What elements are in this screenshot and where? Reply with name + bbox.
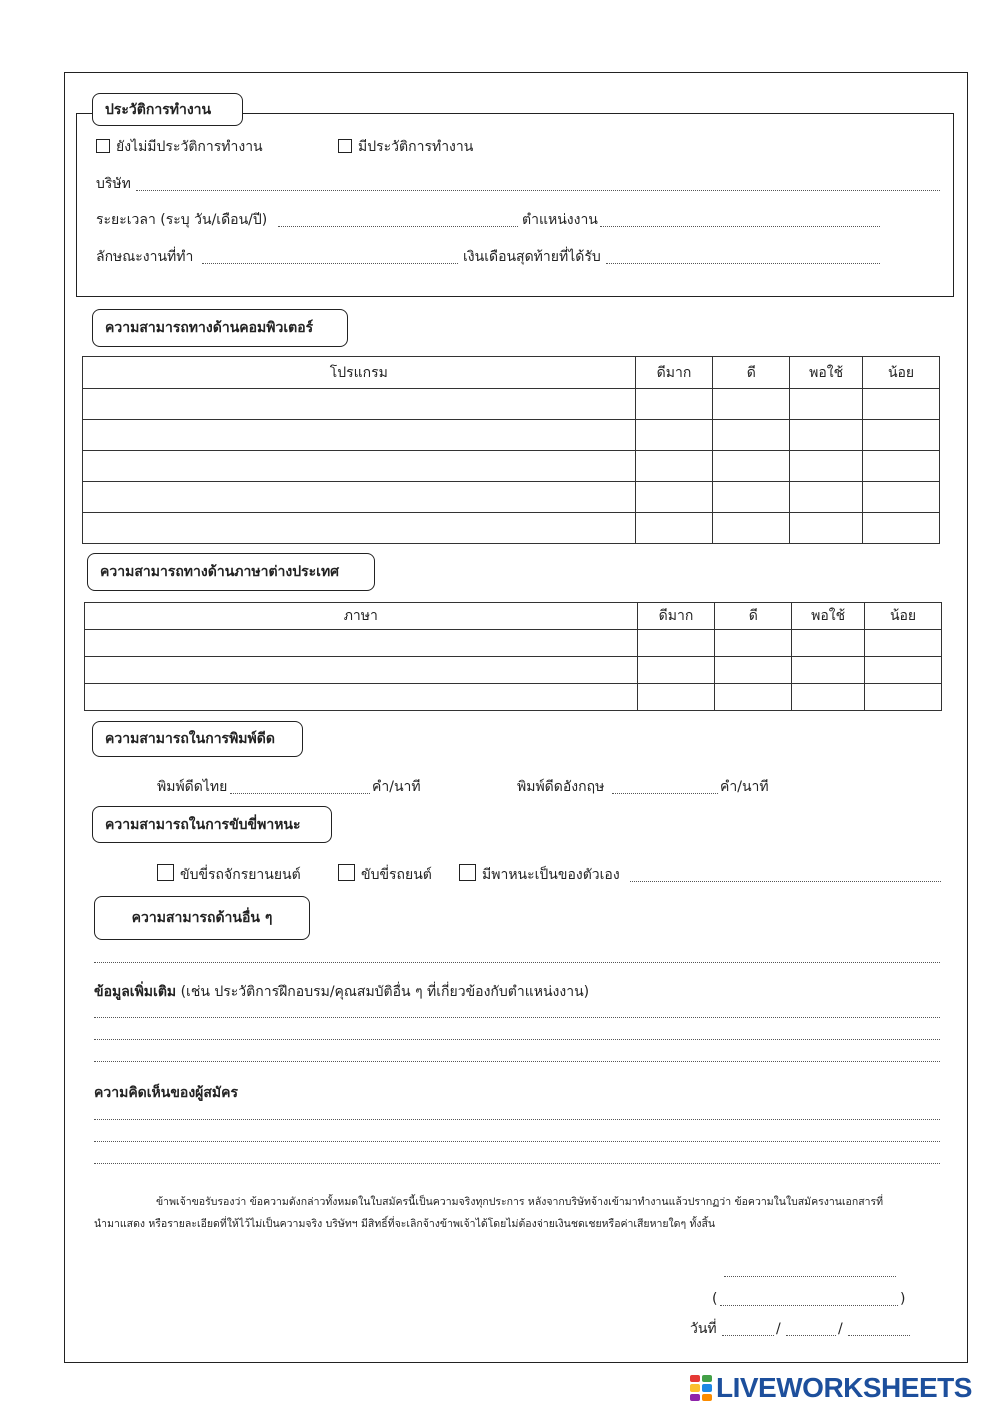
- opinion-title: ความคิดเห็นของผู้สมัคร: [94, 1085, 239, 1101]
- typing-thai-label: พิมพ์ดีดไทย: [157, 779, 228, 795]
- language-header-language: ภาษา: [85, 603, 638, 630]
- table-cell[interactable]: [863, 513, 940, 544]
- table-cell[interactable]: [715, 630, 792, 657]
- job-type-label: ลักษณะงานที่ทำ: [96, 249, 194, 265]
- date-month-field[interactable]: [786, 1335, 836, 1336]
- table-cell[interactable]: [83, 420, 636, 451]
- table-cell[interactable]: [713, 513, 790, 544]
- date-slash-2: /: [838, 1321, 843, 1337]
- period-label: ระยะเวลา (ระบุ วัน/เดือน/ปี): [96, 212, 268, 228]
- car-checkbox[interactable]: [338, 864, 355, 881]
- table-cell[interactable]: [635, 420, 713, 451]
- additional-info-line-1[interactable]: [94, 1017, 940, 1018]
- table-cell[interactable]: [865, 630, 942, 657]
- table-cell[interactable]: [792, 684, 865, 711]
- table-cell[interactable]: [637, 657, 715, 684]
- liveworksheets-icon: [690, 1375, 712, 1401]
- computer-header-program: โปรแกรม: [83, 357, 636, 389]
- computer-title: ความสามารถทางด้านคอมพิวเตอร์: [92, 309, 348, 347]
- typing-eng-unit: คำ/นาที: [720, 779, 769, 795]
- table-row: [83, 482, 940, 513]
- computer-header-poor: น้อย: [863, 357, 940, 389]
- table-cell[interactable]: [635, 482, 713, 513]
- typing-eng-label: พิมพ์ดีดอังกฤษ: [517, 779, 605, 795]
- table-cell[interactable]: [865, 684, 942, 711]
- typing-thai-unit: คำ/นาที: [372, 779, 421, 795]
- table-cell[interactable]: [715, 684, 792, 711]
- table-row: [85, 684, 942, 711]
- date-label: วันที่: [690, 1321, 717, 1337]
- typing-title: ความสามารถในการพิมพ์ดีด: [92, 721, 303, 757]
- computer-header-fair: พอใช้: [790, 357, 863, 389]
- additional-info-title: ข้อมูลเพิ่มเติม: [94, 984, 177, 1000]
- liveworksheets-wordmark: LIVEWORKSHEETS: [716, 1372, 972, 1403]
- language-header-excellent: ดีมาก: [637, 603, 715, 630]
- table-cell[interactable]: [83, 451, 636, 482]
- table-cell[interactable]: [83, 389, 636, 420]
- other-skills-title: ความสามารถด้านอื่น ๆ: [94, 896, 310, 940]
- table-row: [83, 451, 940, 482]
- own-vehicle-checkbox[interactable]: [459, 864, 476, 881]
- position-label: ตำแหน่งงาน: [522, 212, 598, 228]
- table-cell[interactable]: [715, 657, 792, 684]
- opinion-line-1[interactable]: [94, 1119, 940, 1120]
- language-title: ความสามารถทางด้านภาษาต่างประเทศ: [87, 553, 375, 591]
- own-vehicle-option[interactable]: มีพาหนะเป็นของตัวเอง: [459, 864, 620, 884]
- table-cell[interactable]: [863, 451, 940, 482]
- opinion-line-2[interactable]: [94, 1141, 940, 1142]
- table-cell[interactable]: [637, 630, 715, 657]
- signature-close-paren: ): [900, 1291, 906, 1307]
- table-cell[interactable]: [863, 482, 940, 513]
- language-header-fair: พอใช้: [792, 603, 865, 630]
- language-table: [84, 602, 942, 711]
- table-cell[interactable]: [635, 389, 713, 420]
- liveworksheets-logo: [690, 1372, 972, 1404]
- table-cell[interactable]: [635, 451, 713, 482]
- table-cell[interactable]: [85, 630, 638, 657]
- no-history-option[interactable]: ยังไม่มีประวัติการทำงาน: [96, 138, 263, 156]
- table-cell[interactable]: [790, 482, 863, 513]
- typing-thai-field[interactable]: [230, 793, 370, 794]
- motorcycle-checkbox[interactable]: [157, 864, 174, 881]
- has-history-checkbox[interactable]: [338, 139, 352, 153]
- table-cell[interactable]: [713, 482, 790, 513]
- company-label: บริษัท: [96, 176, 131, 192]
- table-cell[interactable]: [790, 451, 863, 482]
- table-cell[interactable]: [790, 420, 863, 451]
- table-cell[interactable]: [713, 420, 790, 451]
- work-history-title: ประวัติการทำงาน: [92, 93, 243, 126]
- additional-info-heading: [94, 983, 589, 1001]
- signature-line[interactable]: [724, 1276, 896, 1277]
- table-cell[interactable]: [713, 389, 790, 420]
- language-header-poor: น้อย: [865, 603, 942, 630]
- other-skills-field[interactable]: [94, 962, 940, 963]
- motorcycle-option[interactable]: ขับขี่รถจักรยานยนต์: [157, 864, 301, 884]
- table-cell[interactable]: [83, 482, 636, 513]
- has-history-option[interactable]: มีประวัติการทำงาน: [338, 138, 473, 156]
- table-cell[interactable]: [865, 657, 942, 684]
- job-type-field[interactable]: [202, 263, 458, 264]
- table-cell[interactable]: [637, 684, 715, 711]
- table-cell[interactable]: [863, 420, 940, 451]
- last-salary-field[interactable]: [606, 263, 880, 264]
- table-row: [83, 513, 940, 544]
- no-history-checkbox[interactable]: [96, 139, 110, 153]
- table-cell[interactable]: [83, 513, 636, 544]
- computer-header-excellent: ดีมาก: [635, 357, 713, 389]
- date-day-field[interactable]: [722, 1335, 774, 1336]
- declaration-line-2: นำมาแสดง หรือรายละเอียดที่ให้ไว้ไม่เป็นความจริง บริษัทฯ มีสิทธิ์ที่จะเลิกจ้างข้าพเจ้าได้โดยไม่ต้องจ่ายเงินชดเชยหรือค่าเสียหายใดๆ ทั้งสิ้น: [94, 1218, 716, 1230]
- table-cell[interactable]: [792, 657, 865, 684]
- table-cell[interactable]: [790, 513, 863, 544]
- opinion-line-3[interactable]: [94, 1163, 940, 1164]
- additional-info-line-2[interactable]: [94, 1039, 940, 1040]
- table-cell[interactable]: [713, 451, 790, 482]
- driving-title: ความสามารถในการขับขี่พาหนะ: [92, 806, 332, 843]
- computer-header-good: ดี: [713, 357, 790, 389]
- declaration-line-1: ข้าพเจ้าขอรับรองว่า ข้อความดังกล่าวทั้งหมดในใบสมัครนี้เป็นความจริงทุกประการ หลังจากบริษัทจ้างเข้ามาทำงานแล้วปรากฏว่า ข้อความในใบสมัครงานเอกสารที่: [156, 1196, 884, 1208]
- car-option[interactable]: ขับขี่รถยนต์: [338, 864, 432, 884]
- table-row: [83, 420, 940, 451]
- signature-open-paren: (: [712, 1291, 718, 1307]
- additional-info-note: (เช่น ประวัติการฝึกอบรม/คุณสมบัติอื่น ๆ ที่เกี่ยวข้องกับตำแหน่งงาน): [180, 984, 590, 1000]
- typing-eng-field[interactable]: [612, 793, 718, 794]
- company-field[interactable]: [136, 190, 940, 191]
- table-cell[interactable]: [85, 657, 638, 684]
- period-field[interactable]: [278, 226, 518, 227]
- table-cell[interactable]: [863, 389, 940, 420]
- table-cell[interactable]: [635, 513, 713, 544]
- signature-name-field[interactable]: [720, 1305, 898, 1306]
- table-row: [83, 389, 940, 420]
- table-row: [85, 657, 942, 684]
- date-slash-1: /: [776, 1321, 781, 1337]
- computer-table: [82, 356, 940, 544]
- table-cell[interactable]: [792, 630, 865, 657]
- table-cell[interactable]: [85, 684, 638, 711]
- language-header-good: ดี: [715, 603, 792, 630]
- position-field[interactable]: [600, 226, 880, 227]
- last-salary-label: เงินเดือนสุดท้ายที่ได้รับ: [463, 249, 601, 265]
- date-year-field[interactable]: [848, 1335, 910, 1336]
- own-vehicle-field[interactable]: [630, 881, 941, 882]
- table-row: [85, 630, 942, 657]
- additional-info-line-3[interactable]: [94, 1061, 940, 1062]
- table-cell[interactable]: [790, 389, 863, 420]
